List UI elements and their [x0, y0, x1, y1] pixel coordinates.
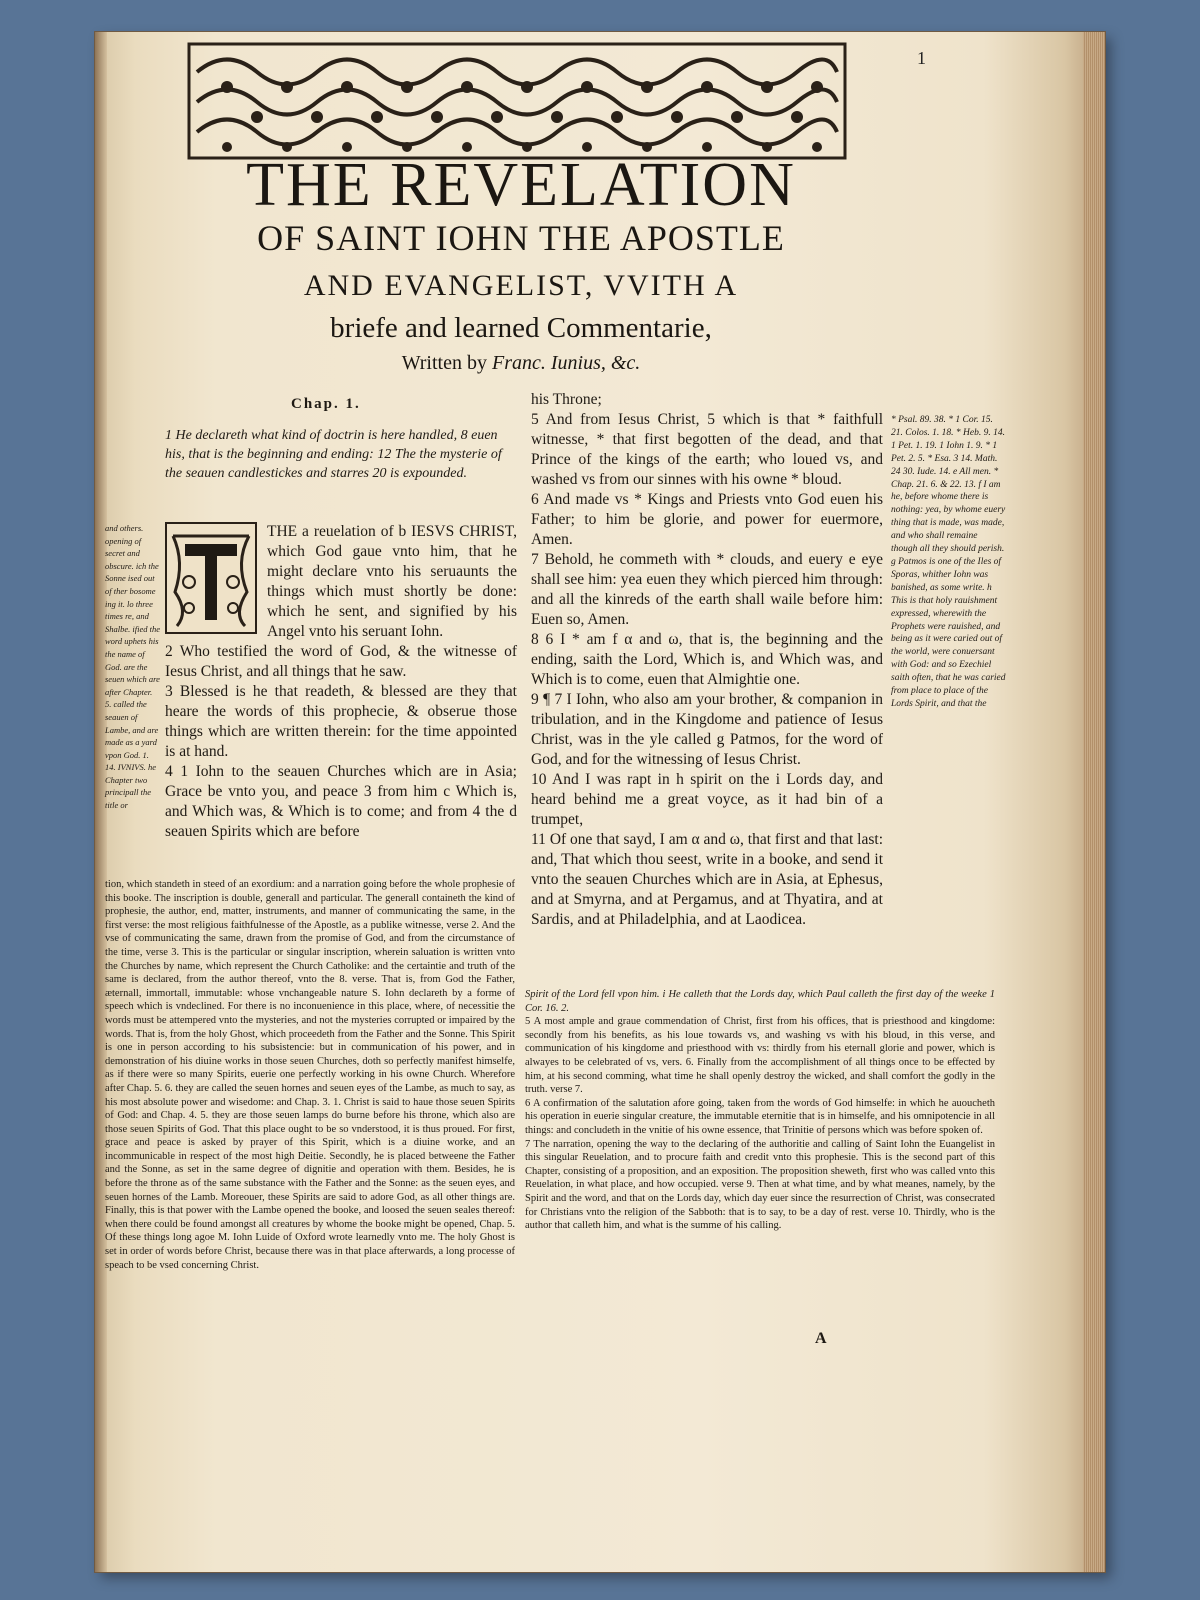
title-line-1: THE REVELATION [246, 151, 796, 219]
verse-7: 7 Behold, he commeth with * clouds, and euery e eye shall see him: yea euen they which pierced him through: and all the kinreds of the earth shall waile before him: Euen so, Amen. [531, 551, 883, 628]
commentary-note-7: 7 The narration, opening the way to the declaring of the authoritie and calling of Saint Iohn the Euangelist in this singular Reuelation, and to procure faith and credit vnto this prophesie. This is the second part of this Chapter, consisting of a proposition, and an exposition. The proposition sheweth, first who was called vnto this Reuelation, in what place, and how occupied. verse 9. Then at what time, and by what meanes, namely, by the Spirit and the word, and that on the Lords day, which day euer since the resurrection of Christ, was consecrated for Christians vnto the religion of the Sabboth: that is to say, to be a day of rest. verse 10. Thirdly, who is the author that calleth him, and what is the summe of his calling. [525, 1138, 995, 1232]
verse-8: 8 6 I * am f α and ω, that is, the beginning and the ending, saith the Lord, Which is, and Which was, and Which is to come, euen that Almightie one. [531, 631, 883, 688]
verse-11: 11 Of one that sayd, I am α and ω, that first and that last: and, That which thou seest, write in a booke, and send it vnto the seauen Churches which are in Asia, at Ephesus, and at Smyrna, and at Pergamus, and at Thyatira, and at Sardis, and at Philadelphia, and at Laodicea. [531, 831, 883, 928]
commentary-note-i: Spirit of the Lord fell vpon him. i He calleth that the Lords day, which Paul calleth the first day of the weeke 1 Cor. 16. 2. [525, 989, 995, 1014]
right-commentary [525, 988, 995, 1233]
page-edges [1083, 32, 1105, 1572]
signature-mark: A [815, 1330, 827, 1347]
chapter-heading: Chap. 1. [291, 396, 361, 412]
headpiece-ornament [187, 42, 847, 160]
verse-4-end: his Throne; [531, 391, 602, 408]
verse-1: THE a reuelation of b IESVS CHRIST, which God gaue vnto him, that he might declare vnto his seruaunts the things which must shortly be done: which he sent, and signified by his Angel vnto his seruant Iohn. [267, 523, 517, 640]
verse-10: 10 And I was rapt in h spirit on the i Lords day, and heard behind me a great voyce, as it had bin of a trumpet, [531, 771, 883, 828]
left-text-column [165, 522, 517, 842]
title-line-4: briefe and learned Commentarie, [330, 312, 712, 344]
author-prefix: Written by [401, 352, 492, 374]
chapter-summary: 1 He declareth what kind of doctrin is here handled, 8 euen his, that is the beginning and ending: 12 The the mysterie of the seauen candlestickes and starres 20 is expounded. [165, 428, 502, 481]
verse-9: 9 ¶ 7 I Iohn, who also am your brother, & companion in tribulation, and in the Kingdome and patience of Iesus Christ, was in the yle called g Patmos, for the word of God, and for the witnessing of Iesus Christ. [531, 691, 883, 768]
dropcap-space [165, 522, 261, 640]
verse-2: 2 Who testified the word of God, & the witnesse of Iesus Christ, and all things that he saw. [165, 643, 517, 680]
verse-6: 6 And made vs * Kings and Priests vnto God euen his Father; to him be glorie, and power for euermore, Amen. [531, 491, 883, 548]
left-commentary: tion, which standeth in steed of an exordium: and a narration going before the whole prophesie of this booke. The inscription is double, generall and particular. The generall containeth the kind of prophesie, the author, end, matter, instruments, and manner of communicating the same, in the first verse: the most religious faithfulnesse of the Apostle, as a publike witnesse, verse 2. And the vse of communicating the same, drawn from the promise of God, and from the circumstance of the time, verse 3. This is the particular or singular inscription, wherein saluation is written vnto the Churches by name, which represent the Church Catholike: and the certaintie and truth of the same is declared, from the author thereof, vnto the 8. verse. That is, from God the Father, æternall, immortall, immutable: whose vnchangeable nature S. Iohn declareth by a forme of speech which is vndeclined. For there is no inconuenience in this place, where, of necessitie the words must be attempered vnto the mysteries, and not the mysteries corrupted or impaired by the words. That is, from the holy Ghost, which proceedeth from the Father and the Sonne. This Spirit is one in person according to his subsistencie: but in communication of his power, and in demonstration of his diuine works in those seuen Churches, doth so perfectly manifest himselfe, as if there were so many Spirits, euerie one perfectly working in his owne Church. Wherefore after Chap. 5. 6. they are called the seuen hornes and seuen eyes of the Lambe, as much to say, as his most absolute power and wisedome: and Chap. 3. 1. Christ is said to haue those seuen Spirits of God: and Chap. 4. 5. they are those seuen lamps do burne before his throne, which also are those seuen Spirits of God. That this place ought to be so vnderstood, it is thus proued. For first, grace and peace is asked by prayer of this Spirit, which is a diuine worke, and an incommunicable in respect of the most high Deitie. Secondly, he is placed betweene the Father and the Sonne, as set in the same degree of dignitie and operation with them. Besides, he is before the throne as of the same substance with the Father and the Sonne: as the seuen eyes, and seuen hornes of the Lamb. Moreouer, these Spirits are said to adore God, as all other things are. Finally, this is that power with the Lambe opened the booke, and loosed the seuen seales thereof: when there could be found amongst all creatures by whome the booke might be opened, Chap. 5. Of these things long agoe M. Iohn Luide of Oxford wrote learnedly vnto me. The holy Ghost is set in order of words before Christ, because there was in that place afterwards, a long processe of speach to be vsed concerning Christ. [105, 879, 515, 1271]
verse-5: 5 And from Iesus Christ, 5 which is that * faithfull witnesse, * that first begotten of the dead, and that Prince of the kings of the earth; who loued vs, and washed vs from our sinnes with his owne * bloud. [531, 411, 883, 488]
left-margin-notes: and others. opening of secret and obscure. ich the Sonne ised out of ther bosome ing it. lo three times re, and Shalbe. ified the word uphets his the name of God. are the seuen which are after Chapter. 5. called the seauen of Lambe, and are made as a yard vpon God. 1. 14. IVNIVS. he Chapter two principall the title or [105, 523, 161, 811]
verse-3: 3 Blessed is he that readeth, & blessed are they that heare the words of this prophecie, & obserue those things which are written therein: for the time appointed is at hand. [165, 683, 517, 760]
author-line [185, 352, 857, 375]
verse-4: 4 1 Iohn to the seauen Churches which are in Asia; Grace be vnto you, and peace 3 from him c Which is, and Which was, & Which is to come; and from 4 the d seauen Spirits which are before [165, 763, 517, 840]
commentary-note-5: 5 A most ample and graue commendation of Christ, first from his offices, that is priesthood and kingdome: secondly from his benefits, as his loue towards vs, and washing vs with his bloud, in this verse, and communication of his kingdome and priesthood with vs: thirdly from his eternall glorie and power, which is alwayes to be celebrated of vs, vers. 6. Finally from the accomplishment of all things once to be effected by him, at his second comming, what time he shall openly destroy the wicked, and shall comfort the godly in the truth. verse 7. [525, 1016, 995, 1096]
title-line-2: OF SAINT IOHN THE APOSTLE [257, 218, 785, 258]
book-page [95, 32, 1105, 1572]
right-margin-notes: * Psal. 89. 38. * 1 Cor. 15. 21. Colos. 1. 18. * Heb. 9. 14. 1 Pet. 1. 19. 1 Iohn 1. 9. * 1 Pet. 2. 5. * Esa. 3 14. Math. 24 30. Iude. 14. e All men. * Chap. 21. 6. & 22. 13. f I am he, before whome there is nothing: yea, by whome euery thing that is made, was made, and who shall remaine though all they should perish. g Patmos is one of the Iles of Sporas, whither Iohn was banished, as some write. h This is that holy rauishment expressed, wherewith the Prophets were rauished, and being as it were caried out of the world, were conuersant with God: and so Ezechiel saith often, that he was caried from place to place of the Lords Spirit, and that the [891, 415, 1006, 709]
title-line-3: AND EVANGELIST, VVITH A [303, 269, 739, 302]
dropcap-t-ornament [165, 522, 257, 634]
right-text-column [531, 390, 883, 930]
author-name: Franc. Iunius, &c. [491, 352, 641, 374]
commentary-note-6: 6 A confirmation of the salutation afore going, taken from the words of God himselfe: in which he auoucheth his operation in euerie singular creature, the immutable eternitie that is in himselfe, and his omnipotencie in all things: and concludeth in the vnitie of his owne essence, that Trinitie of persons which was before spoken of. [525, 1097, 995, 1136]
folio-number: 1 [917, 48, 926, 68]
